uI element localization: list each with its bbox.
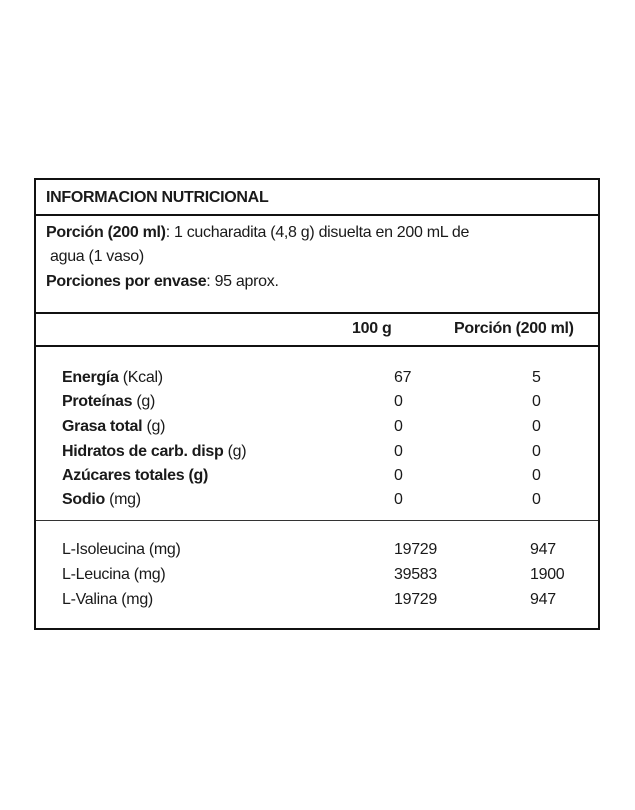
- serving-size-text-2: agua (1 vaso): [50, 248, 144, 265]
- amino-acid-per-100g: 19729: [394, 541, 437, 558]
- nutrient-label: [62, 443, 246, 461]
- nutrient-label: [62, 369, 163, 387]
- nutrient-per-100g: 0: [394, 418, 403, 435]
- nutrient-row: [36, 418, 598, 442]
- amino-acid-per-portion: 947: [530, 591, 556, 608]
- title-bar: [36, 180, 598, 216]
- amino-acid-per-100g: 19729: [394, 591, 437, 608]
- amino-acid-per-portion: 1900: [530, 566, 565, 583]
- amino-acid-per-portion: 947: [530, 541, 556, 558]
- nutrients-section: [36, 347, 598, 521]
- nutrient-name: Grasa total: [62, 418, 143, 435]
- amino-acid-row: [36, 591, 598, 615]
- nutrient-per-portion: 0: [532, 491, 541, 508]
- amino-acid-name: L-Valina (mg): [62, 591, 153, 608]
- nutrient-per-100g: 67: [394, 369, 412, 386]
- nutrient-row: [36, 443, 598, 467]
- nutrient-name: Hidratos de carb. disp: [62, 443, 224, 460]
- amino-acid-name: L-Leucina (mg): [62, 566, 166, 583]
- nutrient-per-portion: 0: [532, 418, 541, 435]
- nutrient-row: [36, 491, 598, 515]
- nutrient-per-portion: 5: [532, 369, 541, 386]
- serving-size-text: : 1 cucharadita (4,8 g) disuelta en 200 mL de: [165, 224, 470, 241]
- nutrient-per-100g: 0: [394, 443, 403, 460]
- nutrient-label: [62, 393, 155, 411]
- column-header: [36, 314, 598, 347]
- nutrient-per-portion: 0: [532, 443, 541, 460]
- nutrient-label: [62, 491, 141, 509]
- amino-acid-row: [36, 541, 598, 565]
- nutrient-label: [62, 467, 208, 485]
- nutrient-row: [36, 467, 598, 491]
- panel-title: INFORMACION NUTRICIONAL: [46, 189, 269, 206]
- nutrient-per-100g: 0: [394, 491, 403, 508]
- nutrient-row: [36, 369, 598, 393]
- servings-per-container-value: : 95 aprox.: [206, 273, 279, 290]
- serving-size-line: [46, 224, 469, 242]
- nutrient-name: Sodio: [62, 491, 105, 508]
- amino-acid-row: [36, 566, 598, 590]
- serving-info: [36, 216, 598, 314]
- nutrient-per-100g: 0: [394, 393, 403, 410]
- nutrient-unit: (g): [132, 393, 156, 410]
- amino-acids-section: [36, 521, 598, 629]
- nutrient-per-portion: 0: [532, 393, 541, 410]
- nutrient-unit: (g): [142, 418, 166, 435]
- nutrient-name: Energía: [62, 369, 119, 386]
- nutrient-unit: (mg): [104, 491, 141, 508]
- serving-size-line-2: [50, 248, 144, 266]
- nutrient-row: [36, 393, 598, 417]
- nutrient-per-100g: 0: [394, 467, 403, 484]
- amino-acid-per-100g: 39583: [394, 566, 437, 583]
- servings-per-container-line: [46, 273, 279, 291]
- nutrient-name: Proteínas: [62, 393, 133, 410]
- servings-per-container-label: Porciones por envase: [46, 273, 207, 290]
- nutrient-per-portion: 0: [532, 467, 541, 484]
- nutrient-name: Azúcares totales (g): [62, 467, 209, 484]
- serving-size-label: Porción (200 ml): [46, 224, 166, 241]
- nutrient-label: [62, 418, 165, 436]
- amino-acid-name: L-Isoleucina (mg): [62, 541, 181, 558]
- nutrient-unit: (g): [223, 443, 247, 460]
- nutrition-facts-panel: [34, 178, 600, 630]
- column-header-100g: 100 g: [352, 320, 392, 337]
- column-header-portion: Porción (200 ml): [454, 320, 574, 337]
- nutrient-unit: (Kcal): [118, 369, 163, 386]
